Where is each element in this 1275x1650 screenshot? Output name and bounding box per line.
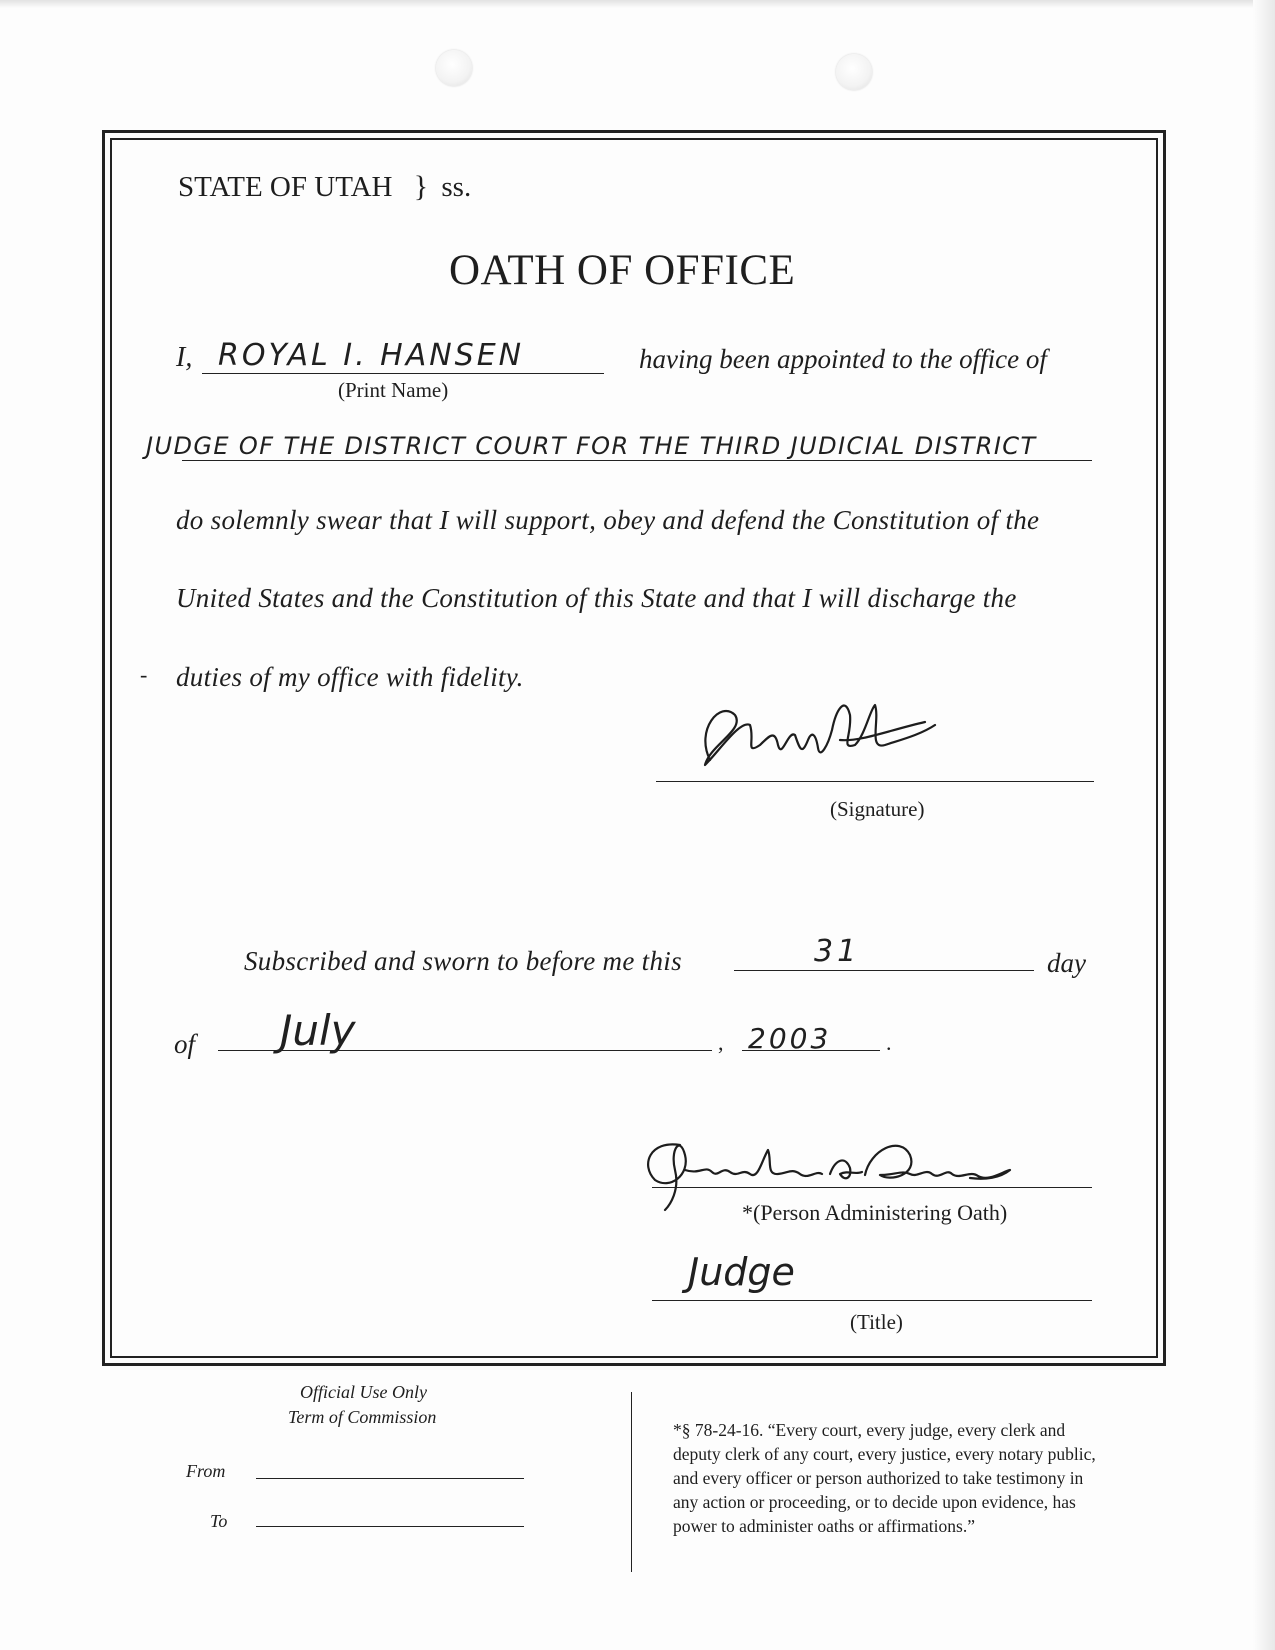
print-name-label: (Print Name) [338, 378, 449, 402]
margin-mark: - [140, 662, 148, 687]
footnote-line-5: power to administer oaths or affirmations.” [673, 1516, 975, 1536]
footnote-line-4: any action or proceeding, or to decide upon evidence, has [673, 1492, 1076, 1512]
footer-divider [631, 1392, 632, 1572]
i-label: I, [176, 342, 193, 373]
administering-label: *(Person Administering Oath) [742, 1200, 1008, 1225]
office-line [182, 460, 1092, 461]
term-of-commission-heading: Term of Commission [288, 1407, 437, 1427]
period-mark: . [886, 1030, 892, 1055]
footnote-line-3: and every officer or person authorized to take testimony in [673, 1468, 1084, 1488]
punch-hole-left [436, 50, 472, 86]
subscribed-text: Subscribed and sworn to before me this [244, 946, 682, 976]
year-handwritten: 2003 [748, 1022, 832, 1055]
having-appointed-text: having been appointed to the office of [639, 344, 1047, 374]
administering-line [652, 1187, 1092, 1188]
to-line [256, 1526, 524, 1527]
footnote-line-2: deputy clerk of any court, every justice, every notary public, [673, 1444, 1096, 1464]
punch-hole-right [836, 54, 872, 90]
year-line [742, 1050, 880, 1051]
from-label: From [186, 1461, 226, 1481]
oath-body-line-3: duties of my office with fidelity. [176, 662, 524, 692]
title-label: (Title) [850, 1310, 903, 1334]
oath-body-line-2: United States and the Constitution of this State and that I will discharge the [176, 583, 1017, 613]
month-handwritten: July [280, 1006, 356, 1055]
state-label: STATE OF UTAH [178, 171, 393, 203]
month-line [218, 1050, 712, 1051]
page-edge-shadow-right [1253, 0, 1275, 1650]
signature-line [656, 781, 1094, 782]
to-label: To [210, 1511, 228, 1531]
day-line [734, 970, 1034, 971]
ss-label: ss. [441, 171, 472, 203]
from-line [256, 1478, 524, 1479]
state-heading [178, 170, 471, 204]
office-handwritten: JUDGE OF THE DISTRICT COURT FOR THE THIRD JUDICIAL DISTRICT [146, 432, 1037, 460]
page-edge-shadow [0, 0, 1275, 8]
oath-body-line-1: do solemnly swear that I will support, obey and defend the Constitution of the [176, 505, 1040, 535]
administering-officer-signature [640, 1130, 1040, 1210]
print-name-line [202, 373, 604, 374]
title-handwritten: Judge [688, 1250, 795, 1294]
footnote-line-1: *§ 78-24-16. “Every court, every judge, every clerk and [673, 1420, 1066, 1440]
oath-taker-signature [690, 690, 980, 780]
statute-footnote [673, 1418, 1096, 1538]
signature-label: (Signature) [830, 797, 925, 821]
printed-name-handwritten: ROYAL I. HANSEN [218, 338, 525, 373]
day-label: day [1047, 948, 1086, 978]
day-handwritten: 31 [814, 934, 861, 969]
comma-mark: , [718, 1030, 724, 1055]
document-title: OATH OF OFFICE [449, 247, 796, 294]
title-line [652, 1300, 1092, 1301]
of-label: of [174, 1029, 196, 1059]
brace-symbol: } [413, 170, 429, 203]
official-use-heading: Official Use Only [300, 1382, 427, 1402]
